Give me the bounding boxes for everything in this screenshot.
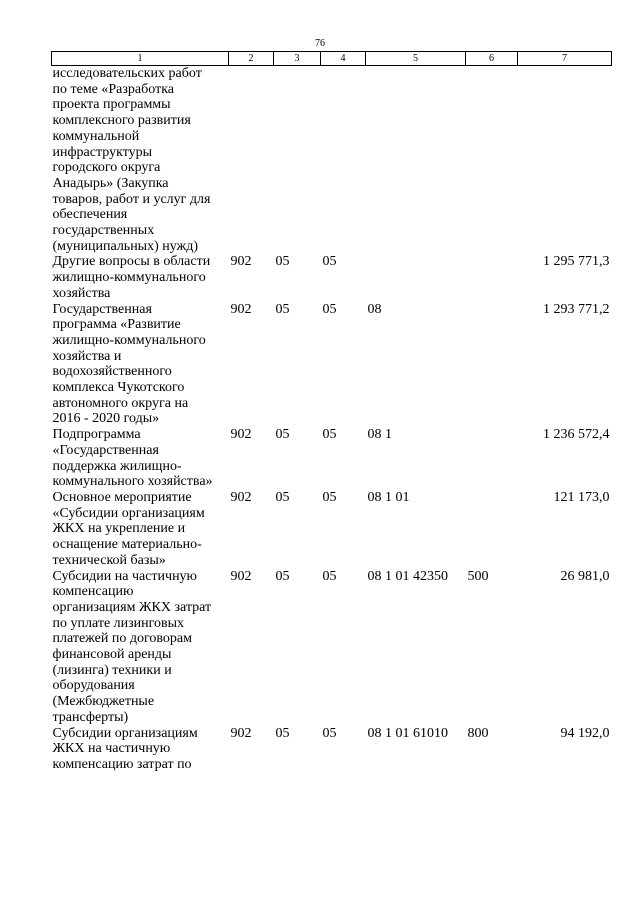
row-section-code: 05 <box>275 489 290 505</box>
row-target-article: 08 1 01 42350 <box>367 568 448 584</box>
row-amount: 1 293 771,2 <box>543 301 610 317</box>
table-row <box>52 254 612 301</box>
row-amount <box>518 66 612 255</box>
row-target-article: 08 1 <box>367 427 392 443</box>
row-subsection-code: 05 <box>322 301 337 317</box>
row-ministry-code: 902 <box>230 254 252 270</box>
row-section-code <box>274 66 321 255</box>
table-row <box>52 569 612 726</box>
row-amount: 121 173,0 <box>553 489 610 505</box>
row-section-code: 05 <box>275 427 290 443</box>
row-name: Подпрограмма «Государственная поддержка жилищно- коммунального хозяйства» <box>52 427 213 490</box>
row-target-article <box>366 254 466 301</box>
row-section-code: 05 <box>275 254 290 270</box>
row-name: Другие вопросы в области жилищно-коммунального хозяйства <box>52 254 211 301</box>
row-ministry-code <box>229 66 274 255</box>
row-section-code: 05 <box>275 568 290 584</box>
column-header-2: 2 <box>229 52 274 66</box>
row-target-article: 08 <box>367 301 382 317</box>
row-ministry-code: 902 <box>230 427 252 443</box>
row-ministry-code: 902 <box>230 301 252 317</box>
page-number: 76 <box>315 38 325 49</box>
row-target-article: 08 1 01 <box>367 489 410 505</box>
row-expense-type <box>466 254 518 301</box>
row-section-code: 05 <box>275 301 290 317</box>
row-amount: 94 192,0 <box>560 725 610 741</box>
row-amount: 1 295 771,3 <box>543 254 610 270</box>
row-target-article: 08 1 01 61010 <box>367 725 448 741</box>
row-ministry-code: 902 <box>230 568 252 584</box>
table-row <box>52 302 612 428</box>
row-name: Государственная программа «Развитие жилищно-коммунального хозяйства и водохозяйственного комплекса Чукотского автономного округа на 2016 - 2020 годы» <box>52 301 206 427</box>
row-expense-type: 800 <box>467 725 489 741</box>
row-amount: 26 981,0 <box>560 568 610 584</box>
column-header-6: 6 <box>466 52 518 66</box>
row-name: исследовательских работ по теме «Разработка проекта программы комплексного развития коммунальной инфраструктуры городского округа Анадырь» (Закупка товаров, работ и услуг для обеспечения государственных (муниципальных) нужд) <box>52 66 211 254</box>
row-subsection-code: 05 <box>322 254 337 270</box>
table-row <box>52 490 612 569</box>
column-header-3: 3 <box>274 52 321 66</box>
row-expense-type: 500 <box>467 568 489 584</box>
row-amount: 1 236 572,4 <box>543 427 610 443</box>
table-row <box>52 726 612 773</box>
row-subsection-code <box>321 66 366 255</box>
row-subsection-code: 05 <box>322 489 337 505</box>
row-target-article <box>366 66 466 255</box>
row-subsection-code: 05 <box>322 427 337 443</box>
column-header-7: 7 <box>518 52 612 66</box>
table-header-row <box>52 52 612 66</box>
row-expense-type <box>466 302 518 428</box>
column-header-4: 4 <box>321 52 366 66</box>
row-expense-type <box>466 427 518 490</box>
row-expense-type <box>466 66 518 255</box>
row-subsection-code: 05 <box>322 568 337 584</box>
row-expense-type <box>466 490 518 569</box>
row-name: Основное мероприятие «Субсидии организациям ЖКХ на укрепление и оснащение материально- технической базы» <box>52 489 205 568</box>
row-name: Субсидии на частичную компенсацию организациям ЖКХ затрат по уплате лизинговых платежей по договорам финансовой аренды (лизинга) техники и оборудования (Межбюджетные трансферты) <box>52 568 212 725</box>
row-ministry-code: 902 <box>230 725 252 741</box>
table-row <box>52 66 612 255</box>
row-section-code: 05 <box>275 725 290 741</box>
column-header-5: 5 <box>366 52 466 66</box>
budget-table <box>51 51 612 773</box>
column-header-1: 1 <box>52 52 229 66</box>
row-name: Субсидии организациям ЖКХ на частичную компенсацию затрат по <box>52 725 198 772</box>
row-ministry-code: 902 <box>230 489 252 505</box>
row-subsection-code: 05 <box>322 725 337 741</box>
table-row <box>52 427 612 490</box>
